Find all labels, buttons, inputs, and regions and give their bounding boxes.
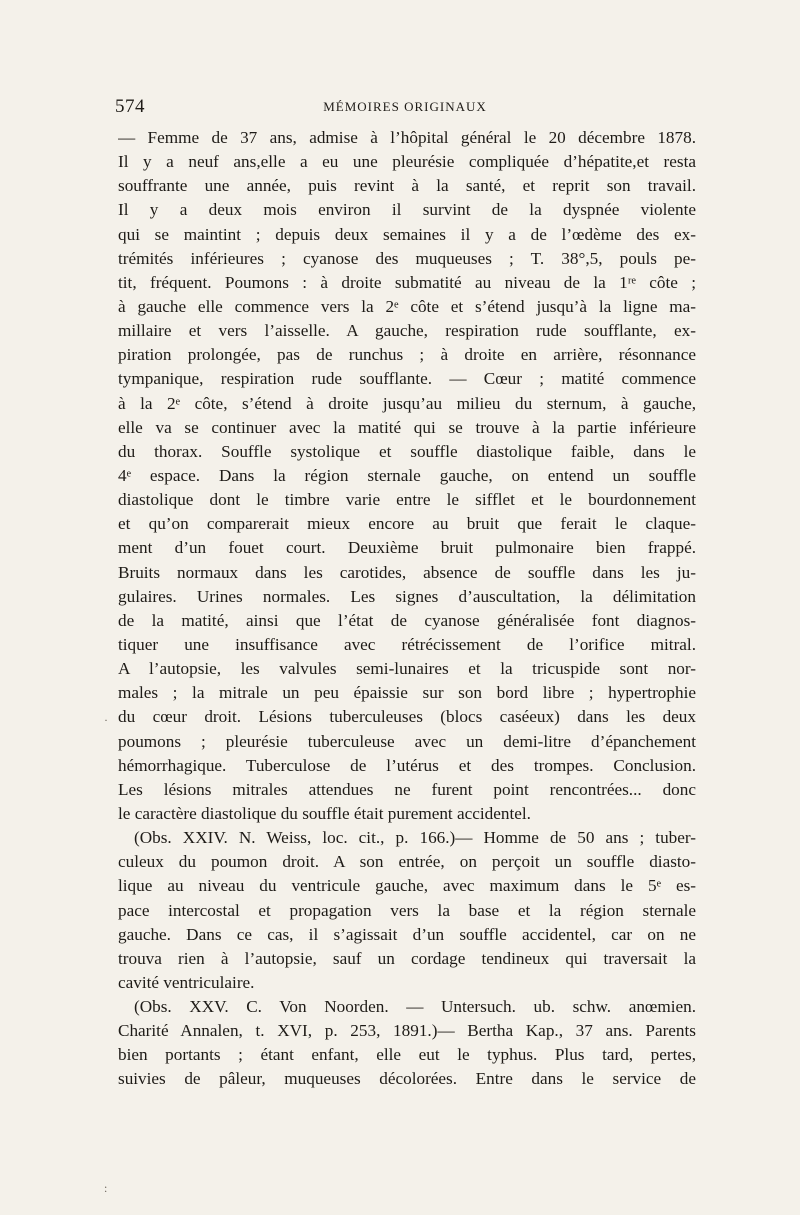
text-line: Les lésions mitrales attendues ne furent point rencontrées... donc: [118, 779, 696, 799]
text-line: Bruits normaux dans les carotides, absence de souffle dans les ju-: [118, 562, 696, 582]
text-line: Il y a neuf ans,elle a eu une pleurésie compliquée d’hépatite,et resta: [118, 152, 696, 172]
text-line: le caractère diastolique du souffle était purement accidentel.: [118, 803, 531, 823]
text-line: suivies de pâleur, muqueuses décolorées. Entre dans le service de: [118, 1069, 696, 1089]
body-text: [118, 126, 696, 1092]
text-line: culeux du poumon droit. A son entrée, on perçoit un souffle diasto-: [118, 852, 696, 872]
text-line: (Obs. XXIV. N. Weiss, loc. cit., p. 166.)— Homme de 50 ans ; tuber-: [134, 828, 696, 848]
text-line: millaire et vers l’aisselle. A gauche, respiration rude soufflante, ex-: [118, 321, 696, 341]
text-line: à la 2ᵉ côte, s’étend à droite jusqu’au milieu du sternum, à gauche,: [118, 393, 696, 413]
text-line: Il y a deux mois environ il survint de la dyspnée violente: [118, 200, 696, 220]
text-line: diastolique dont le timbre varie entre le sifflet et le bourdonnement: [118, 490, 696, 510]
margin-dot: :: [104, 1181, 108, 1195]
text-line: elle va se continuer avec la matité qui se trouve à la partie inférieure: [118, 417, 696, 437]
text-line: trémités inférieures ; cyanose des muqueuses ; T. 38°,5, pouls pe-: [118, 248, 696, 268]
text-line: 4ᵉ espace. Dans la région sternale gauche, on entend un souffle: [118, 465, 696, 485]
text-line: de la matité, ainsi que l’état de cyanose généralisée font diagnos-: [118, 610, 696, 630]
text-line: cavité ventriculaire.: [118, 972, 255, 992]
text-line: ment d’un fouet court. Deuxième bruit pulmonaire bien frappé.: [118, 538, 696, 558]
text-line: gulaires. Urines normales. Les signes d’auscultation, la délimitation: [118, 586, 696, 606]
text-line: males ; la mitrale un peu épaissie sur son bord libre ; hypertrophie: [118, 683, 696, 703]
text-line: A l’autopsie, les valvules semi-lunaires et la tricuspide sont nor-: [118, 659, 696, 679]
text-line: et qu’on comparerait mieux encore au bruit que ferait le claque-: [118, 514, 696, 534]
page-number: 574: [115, 96, 145, 117]
text-line: Charité Annalen, t. XVI, p. 253, 1891.)— Bertha Kap., 37 ans. Parents: [118, 1021, 696, 1041]
text-line: souffrante une année, puis revint à la santé, et reprit son travail.: [118, 176, 696, 196]
text-line: gauche. Dans ce cas, il s’agissait d’un souffle accidentel, car on ne: [118, 924, 696, 944]
text-line: poumons ; pleurésie tuberculeuse avec un demi-litre d’épanchement: [118, 731, 696, 751]
text-line: du cœur droit. Lésions tuberculeuses (blocs caséeux) dans les deux: [118, 707, 696, 727]
paragraph-obs-xxiv: [118, 826, 696, 995]
text-line: hémorrhagique. Tuberculose de l’utérus et des trompes. Conclusion.: [118, 755, 696, 775]
text-line: du thorax. Souffle systolique et souffle diastolique faible, dans le: [118, 441, 696, 461]
text-line: tiquer une insuffisance avec rétrécissement de l’orifice mitral.: [118, 634, 696, 654]
text-line: trouva rien à l’autopsie, sauf un cordage tendineux qui traversait la: [118, 948, 696, 968]
text-line: bien portants ; étant enfant, elle eut le typhus. Plus tard, pertes,: [118, 1045, 696, 1065]
paragraph-case-1: [118, 126, 696, 826]
running-head: MÉMOIRES ORIGINAUX: [323, 99, 487, 114]
text-line: piration prolongée, pas de runchus ; à droite en arrière, résonnance: [118, 345, 696, 365]
text-line: pace intercostal et propagation vers la base et la région sternale: [118, 900, 696, 920]
text-line: qui se maintint ; depuis deux semaines il y a de l’œdème des ex-: [118, 224, 696, 244]
paragraph-obs-xxv: [118, 995, 696, 1092]
text-line: tit, fréquent. Poumons : à droite submatité au niveau de la 1ʳᵉ côte ;: [118, 272, 696, 292]
text-line: tympanique, respiration rude soufflante. — Cœur ; matité commence: [118, 369, 696, 389]
page-header: [115, 96, 695, 122]
margin-dot: ·: [104, 713, 108, 727]
text-line: (Obs. XXV. C. Von Noorden. — Untersuch. ub. schw. anœmien.: [134, 997, 696, 1017]
text-line: lique au niveau du ventricule gauche, avec maximum dans le 5ᵉ es-: [118, 876, 696, 896]
text-line: à gauche elle commence vers la 2ᵉ côte et s’étend jusqu’à la ligne ma-: [118, 296, 696, 316]
text-line: — Femme de 37 ans, admise à l’hôpital général le 20 décembre 1878.: [118, 128, 696, 147]
